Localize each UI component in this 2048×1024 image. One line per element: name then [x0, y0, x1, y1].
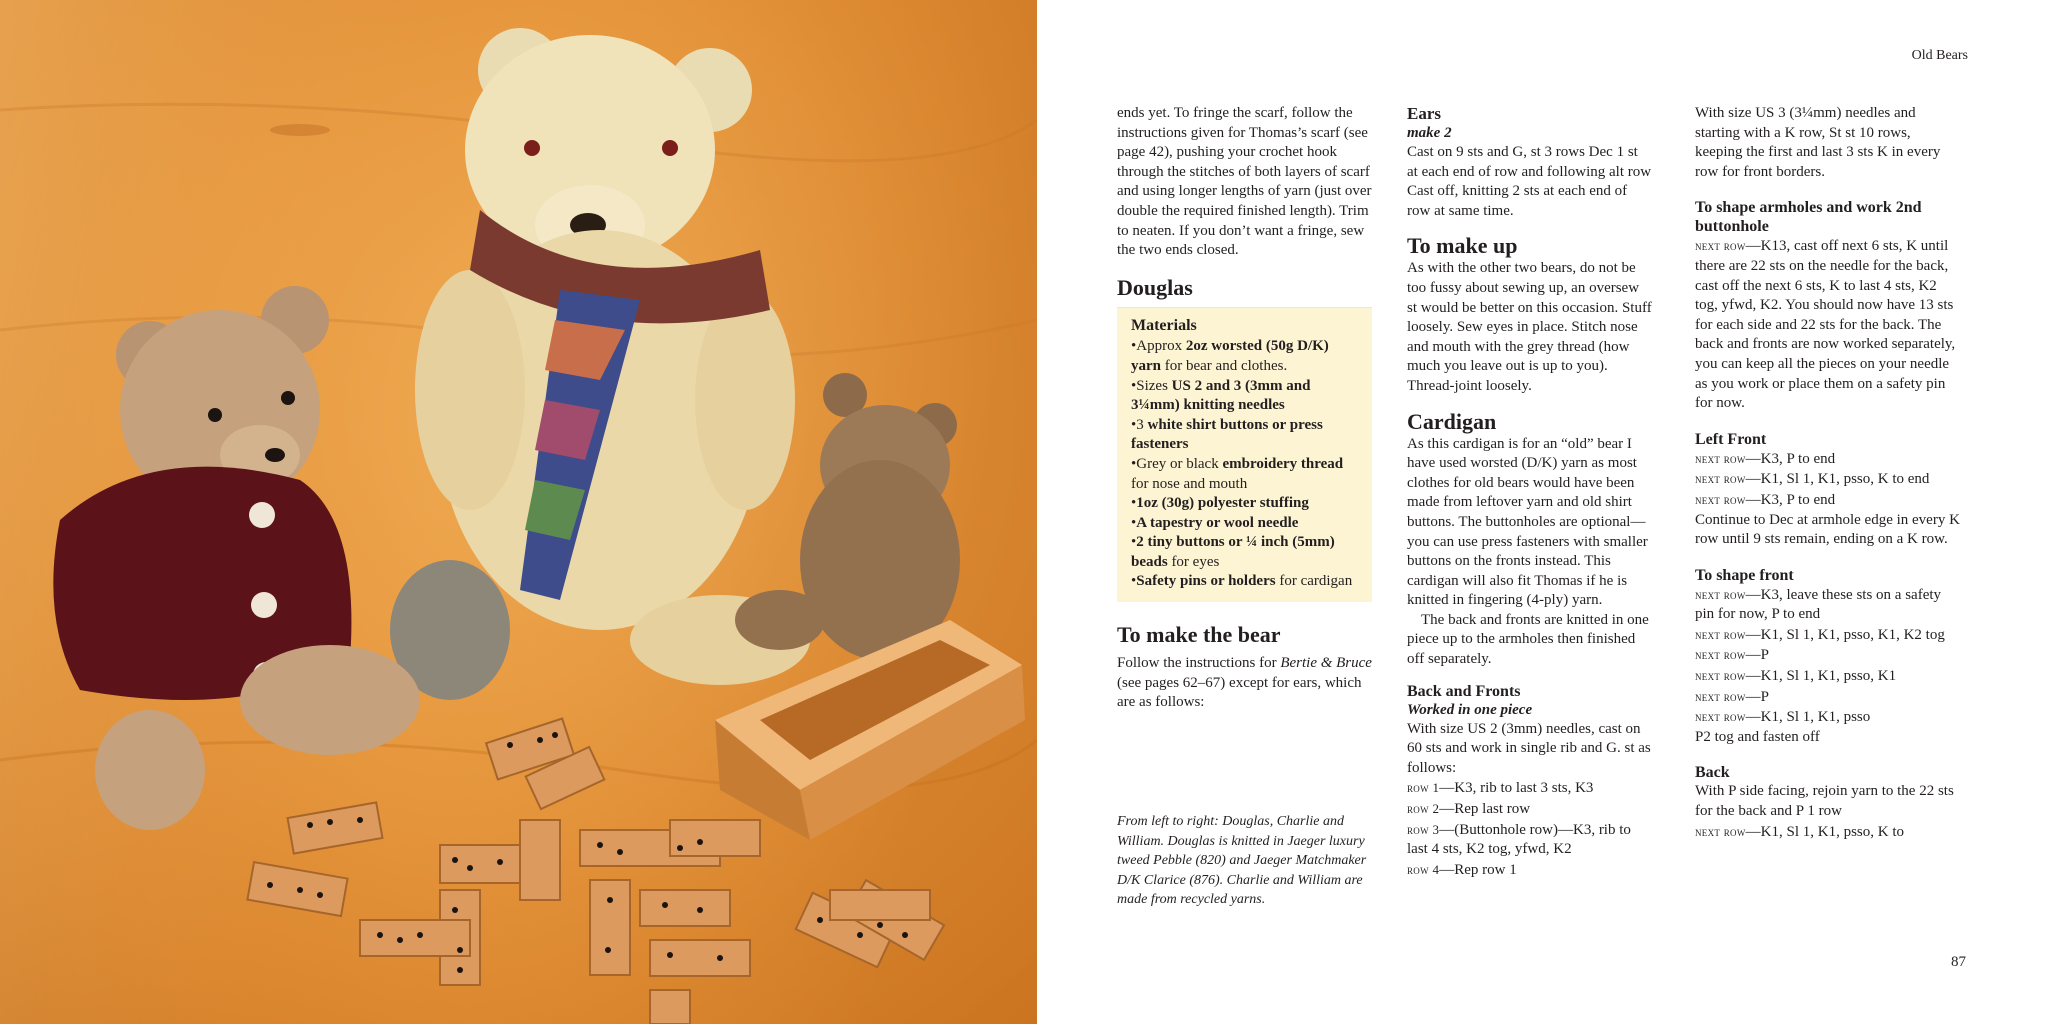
row-instruction: next row—P [1695, 647, 1769, 664]
photo-caption: From left to right: Douglas, Charlie and William. Douglas is knitted in Jaeger luxury tweed Pebble (820) and Jaeger Matchmaker D/K Clarice (876). Charlie and William are made from recycled yarns. [1117, 814, 1367, 908]
column-1 [1117, 104, 1372, 713]
scarf-fringe-text: ends yet. To fringe the scarf, follow the instructions given for Thomas’s scarf (see page 42), pushing your crochet hook through the stitches of both layers of scarf and using longer lengths of yarn (just over double the required finished length). Trim to neaten. If you don’t want a fringe, sew the two ends closed. [1117, 105, 1372, 259]
row-instruction: next row—P [1695, 688, 1769, 705]
ears-subheading: make 2 [1407, 125, 1452, 141]
cardigan-text-2: The back and fronts are knitted in one piece up to the armholes then finished off separately. [1407, 611, 1649, 668]
material-item: •3 white shirt buttons or press fasteners [1131, 416, 1323, 453]
row-instruction: next row—K1, Sl 1, K1, psso, K to [1695, 823, 1905, 840]
row-instruction: next row—K1, Sl 1, K1, psso, K to end [1695, 471, 1930, 488]
row-instruction: next row—K3, leave these sts on a safety pin for now, P to end [1695, 586, 1942, 623]
materials-box [1117, 307, 1372, 602]
armholes-heading: To shape armholes and work 2nd buttonhole [1695, 199, 1922, 236]
row-instruction: row 2—Rep last row [1407, 801, 1531, 818]
rib-continue-text: With size US 3 (3¼mm) needles and starting with a K row, St st 10 rows, keeping the first and last 3 sts K in every row for front borders. [1695, 105, 1941, 180]
armholes-text: next row—K13, cast off next 6 sts, K until there are 22 sts on the needle for the back, cast off the next 6 sts, K to last 4 sts, K2 tog, yfwd, K2. You should now have 13 sts for each side and 22 sts for the back. The back and fronts are now worked separately, you can keep all the pieces on your needle as you work or place them on a safety pin for now. [1695, 238, 1956, 412]
material-item: •Grey or black embroidery thread for nose and mouth [1131, 455, 1344, 492]
make-bear-heading: To make the bear [1117, 622, 1281, 648]
left-front-heading: Left Front [1695, 430, 1767, 448]
row-instruction: row 4—Rep row 1 [1407, 861, 1517, 878]
ears-heading: Ears [1407, 104, 1441, 123]
left-front-continue: Continue to Dec at armhole edge in every K row until 9 sts remain, ending on a K row. [1695, 511, 1960, 548]
make-bear-text: Follow the instructions for Bertie & Bruce (see pages 62–67) except for ears, which are as follows: [1117, 655, 1372, 711]
running-head: Old Bears [1911, 48, 1968, 63]
douglas-heading: Douglas [1117, 274, 1193, 300]
makeup-heading: To make up [1407, 233, 1518, 259]
material-item: •Sizes US 2 and 3 (3mm and 3¼mm) knitting needles [1131, 377, 1311, 414]
makeup-text: As with the other two bears, do not be too fussy about sewing up, an oversew st would be better on this occasion. Stuff loosely. Sew eyes in place. Stitch nose and mouth with the grey thread (how much you leave out is up to you). Thread-joint loosely. [1407, 260, 1652, 394]
materials-title: Materials [1131, 316, 1197, 334]
fasten-off-text: P2 tog and fasten off [1695, 728, 1820, 745]
back-text: With P side facing, rejoin yarn to the 22 sts for the back and P 1 row [1695, 783, 1954, 820]
row-instruction: next row—K1, Sl 1, K1, psso, K1 [1695, 668, 1897, 685]
back-fronts-subheading: Worked in one piece [1407, 701, 1533, 718]
back-fronts-text: With size US 2 (3mm) needles, cast on 60 sts and work in single rib and G. st as follows: [1407, 720, 1651, 776]
row-instruction: row 3—(Buttonhole row)—K3, rib to last 4 sts, K2 tog, yfwd, K2 [1407, 821, 1631, 858]
back-fronts-heading: Back and Fronts [1407, 682, 1521, 700]
shape-front-heading: To shape front [1695, 566, 1794, 584]
cardigan-text: As this cardigan is for an “old” bear I have used worsted (D/K) yarn as most clothes for old bears would have been made from leftover yarn and old shirt buttons. The buttonholes are optional—you can use press fasteners with smaller buttons on the fronts instead. This cardigan will also fit Thomas if he is knitted in fingering (4-ply) yarn. [1407, 435, 1648, 609]
material-item: •A tapestry or wool needle [1131, 514, 1299, 531]
row-instruction: next row—K3, P to end [1695, 450, 1836, 467]
material-item: •Approx 2oz worsted (50g D/K) yarn for bear and clothes. [1131, 338, 1329, 374]
row-instruction: next row—K1, Sl 1, K1, psso, K1, K2 tog [1695, 626, 1945, 643]
page-number: 87 [1951, 954, 1966, 970]
row-instruction: next row—K3, P to end [1695, 491, 1836, 508]
row-instruction: row 1—K3, rib to last 3 sts, K3 [1407, 780, 1594, 797]
material-item: •Safety pins or holders for cardigan [1131, 573, 1353, 590]
row-instruction: next row—K1, Sl 1, K1, psso [1695, 709, 1871, 726]
cardigan-heading: Cardigan [1407, 408, 1497, 434]
pattern-page [1037, 0, 2048, 1024]
material-item: •1oz (30g) polyester stuffing [1131, 495, 1309, 512]
column-3 [1695, 104, 1960, 842]
ears-text: Cast on 9 sts and G, st 3 rows Dec 1 st at each end of row and following alt row Cast off, knitting 2 sts at each end of row at same time. [1407, 144, 1652, 219]
material-item: •2 tiny buttons or ¼ inch (5mm) beads for eyes [1131, 534, 1335, 570]
back-heading: Back [1695, 764, 1730, 782]
column-2 [1407, 104, 1652, 880]
